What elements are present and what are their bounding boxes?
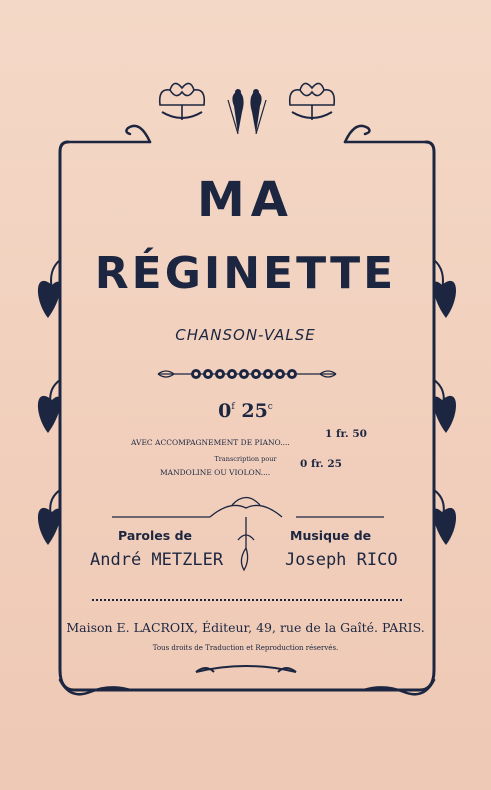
pricing-value: 1 fr. 50 bbox=[325, 428, 367, 440]
price bbox=[0, 400, 491, 422]
subtitle: CHANSON-VALSE bbox=[175, 326, 316, 344]
heart-leaf-icon bbox=[38, 508, 61, 545]
price-c-mark: c bbox=[267, 402, 273, 412]
pricing-row-3 bbox=[160, 460, 380, 479]
pricing-label: MANDOLINE OU VIOLON.... bbox=[160, 468, 271, 477]
title-line-2: RÉGINETTE bbox=[94, 248, 397, 299]
swallow-birds-icon bbox=[232, 89, 261, 134]
lyrics-name: André METZLER bbox=[90, 550, 224, 570]
price-main: 0 bbox=[218, 400, 232, 422]
lotus-flower-icon bbox=[160, 83, 205, 120]
pricing-label: AVEC ACCOMPAGNEMENT DE PIANO.... bbox=[131, 438, 290, 447]
publisher: Maison E. LACROIX, Éditeur, 49, rue de la Gaîté. PARIS. bbox=[66, 620, 425, 635]
music-label: Musique de bbox=[290, 528, 372, 543]
price-fr-mark: f bbox=[231, 402, 235, 412]
pricing-label: Transcription pour bbox=[214, 455, 277, 463]
lotus-flower-icon bbox=[290, 83, 335, 120]
lyrics-label: Paroles de bbox=[118, 528, 192, 543]
price-cents: 25 bbox=[241, 400, 268, 422]
rights-notice: Tous droits de Traduction et Reproduction réservés. bbox=[152, 644, 339, 652]
title-line-1: MA bbox=[197, 172, 294, 228]
pricing-value: 0 fr. 25 bbox=[300, 458, 342, 470]
music-name: Joseph RICO bbox=[285, 550, 398, 570]
bottom-ornament bbox=[196, 666, 296, 672]
heart-leaf-icon bbox=[433, 508, 456, 545]
